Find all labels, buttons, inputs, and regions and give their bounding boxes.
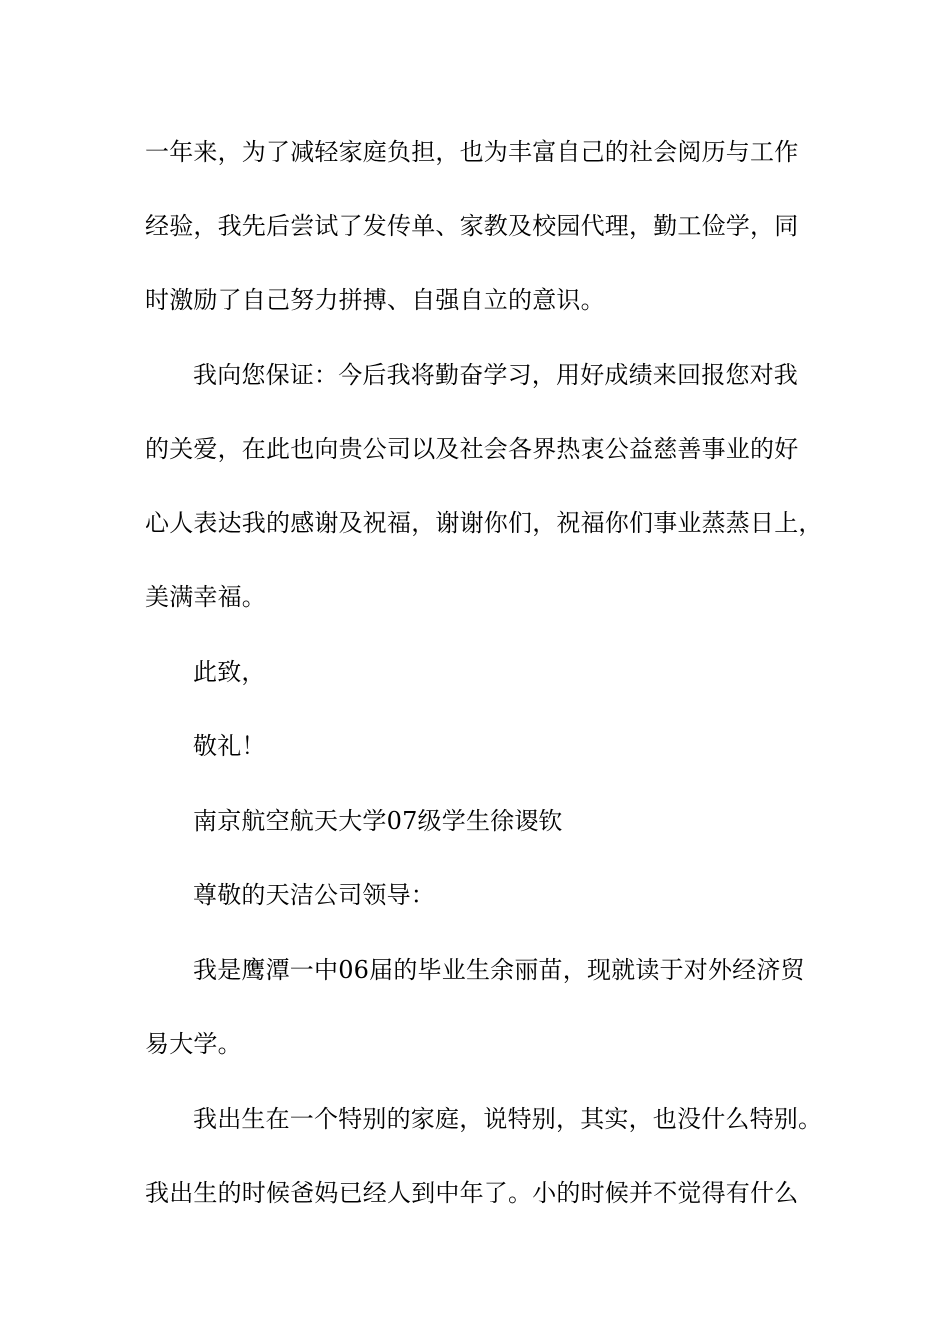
paragraph-line: 经验，我先后尝试了发传单、家教及校园代理，勤工俭学，同	[145, 212, 799, 240]
letter-greeting: 尊敬的天洁公司领导：	[193, 881, 435, 909]
paragraph-line: 美满幸福。	[145, 583, 266, 611]
paragraph-line: 一年来，为了减轻家庭负担，也为丰富自己的社会阅历与工作	[145, 138, 799, 166]
paragraph-line: 我出生的时候爸妈已经人到中年了。小的时候并不觉得有什么	[145, 1179, 799, 1207]
paragraph-line: 我是鹰潭一中06届的毕业生余丽苗，现就读于对外经济贸	[193, 956, 805, 984]
paragraph-line: 我出生在一个特别的家庭，说特别，其实，也没什么特别。	[193, 1105, 823, 1133]
paragraph-line: 心人表达我的感谢及祝福，谢谢你们，祝福你们事业蒸蒸日上，	[145, 509, 823, 537]
paragraph-line: 易大学。	[145, 1030, 242, 1058]
closing-salutation: 此致，	[193, 658, 266, 686]
paragraph-line: 的关爱，在此也向贵公司以及社会各界热衷公益慈善事业的好	[145, 435, 799, 463]
paragraph-line: 时激励了自己努力拼搏、自强自立的意识。	[145, 286, 605, 314]
closing-respect: 敬礼！	[193, 732, 266, 760]
signature-line: 南京航空航天大学07级学生徐谡钦	[193, 807, 563, 835]
paragraph-line: 我向您保证：今后我将勤奋学习，用好成绩来回报您对我	[193, 361, 798, 389]
